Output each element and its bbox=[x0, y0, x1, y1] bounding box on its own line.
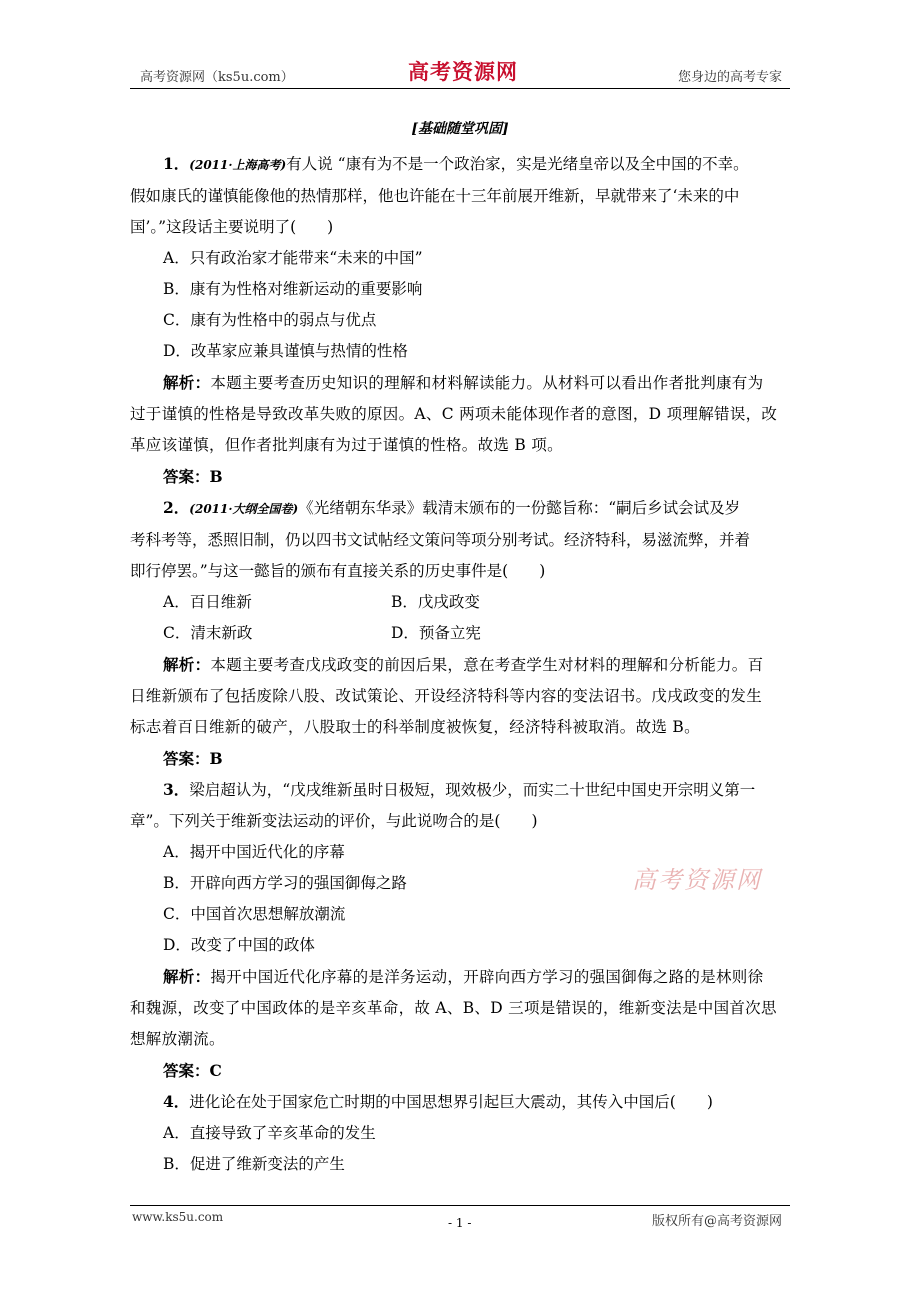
stem-line: 梁启超认为，“戊戌维新虽时日极短，现效极少，而实二十世纪中国史开宗明义第一 bbox=[189, 781, 756, 799]
analysis-label: 解析： bbox=[163, 967, 211, 986]
analysis-label: 解析： bbox=[163, 655, 211, 674]
option-b: B．康有为性格对维新运动的重要影响 bbox=[163, 280, 423, 298]
stem-line: 国’。”这段话主要说明了( ) bbox=[130, 218, 334, 236]
question-number: 1． bbox=[163, 154, 190, 173]
option-a: A．直接导致了辛亥革命的发生 bbox=[163, 1124, 376, 1142]
watermark: 高考资源网 bbox=[632, 866, 762, 894]
analysis-line: 过于谨慎的性格是导致改革失败的原因。A、C 两项未能体现作者的意图，D 项理解错误，改 bbox=[130, 405, 778, 423]
question-3-stem bbox=[130, 774, 792, 806]
stem-line: 章”。下列关于维新变法运动的评价，与此说吻合的是( ) bbox=[130, 812, 538, 830]
option-d: D．预备立宪 bbox=[391, 624, 481, 642]
answer: 答案：B bbox=[163, 467, 223, 486]
options-row bbox=[130, 618, 792, 649]
question-number: 4． bbox=[163, 1092, 190, 1111]
option-c: C．清末新政 bbox=[163, 624, 253, 642]
option-b: B．开辟向西方学习的强国御侮之路 bbox=[163, 874, 407, 892]
analysis-line: 和魏源，改变了中国政体的是辛亥革命，故 A、B、D 三项是错误的，维新变法是中国首次思 bbox=[130, 999, 777, 1017]
option-a: A．揭开中国近代化的序幕 bbox=[163, 843, 345, 861]
question-2-stem bbox=[130, 492, 792, 525]
analysis-line: 日维新颁布了包括废除八股、改试策论、开设经济特科等内容的变法诏书。戊戌政变的发生 bbox=[130, 687, 763, 705]
question-source: (2011·上海高考) bbox=[189, 158, 287, 172]
stem-line: 有人说 “康有为不是一个政治家，实是光绪皇帝以及全中国的不幸。 bbox=[286, 155, 749, 173]
option-d: D．改变了中国的政体 bbox=[163, 936, 315, 954]
analysis-line: 想解放潮流。 bbox=[130, 1030, 225, 1048]
option-d: D．改革家应兼具谨慎与热情的性格 bbox=[163, 342, 408, 360]
option-c: C．康有为性格中的弱点与优点 bbox=[163, 311, 377, 329]
header-slogan: 您身边的高考专家 bbox=[677, 70, 782, 85]
stem-line: 考科考等，悉照旧制，仍以四书文试帖经文策问等项分别考试。经济特科，易滋流弊，并着 bbox=[130, 531, 751, 549]
section-title: [基础随堂巩固] bbox=[411, 121, 509, 137]
option-c: C．中国首次思想解放潮流 bbox=[163, 905, 346, 923]
answer: 答案：C bbox=[163, 1061, 222, 1080]
analysis bbox=[130, 649, 792, 681]
stem-line: 假如康氏的谨慎能像他的热情那样，他也许能在十三年前展开维新，早就带来了‘未来的中 bbox=[130, 187, 740, 205]
page-header bbox=[130, 56, 790, 89]
header-site-name: 高考资源网（ks5u.com） bbox=[140, 70, 294, 85]
stem-line: 《光绪朝东华录》载清末颁布的一份懿旨称：“嗣后乡试会试及岁 bbox=[298, 499, 741, 517]
document-body bbox=[130, 148, 792, 1180]
analysis-line: 揭开中国近代化序幕的是洋务运动，开辟向西方学习的强国御侮之路的是林则徐 bbox=[210, 968, 764, 986]
header-logo: 高考资源网 bbox=[408, 59, 518, 84]
option-a: A．百日维新 bbox=[163, 593, 252, 611]
question-1-stem bbox=[130, 148, 792, 181]
analysis-line: 本题主要考查历史知识的理解和材料解读能力。从材料可以看出作者批判康有为 bbox=[210, 374, 764, 392]
answer: 答案：B bbox=[163, 749, 223, 768]
option-b: B．戊戌政变 bbox=[391, 593, 480, 611]
analysis-line: 标志着百日维新的破产，八股取士的科举制度被恢复，经济特科被取消。故选 B。 bbox=[130, 718, 700, 736]
options-row bbox=[130, 587, 792, 618]
question-number: 3． bbox=[163, 780, 190, 799]
option-a: A．只有政治家才能带来“未来的中国” bbox=[163, 249, 423, 267]
analysis-line: 本题主要考查戊戌政变的前因后果，意在考查学生对材料的理解和分析能力。百 bbox=[210, 656, 764, 674]
question-4-stem bbox=[130, 1086, 792, 1118]
question-source: (2011·大纲全国卷) bbox=[189, 502, 299, 516]
analysis-label: 解析： bbox=[163, 373, 211, 392]
option-b: B．促进了维新变法的产生 bbox=[163, 1155, 345, 1173]
footer-copyright: 版权所有@高考资源网 bbox=[651, 1214, 782, 1229]
question-number: 2． bbox=[163, 498, 190, 517]
footer-url: www.ks5u.com bbox=[132, 1210, 224, 1224]
stem-line: 进化论在处于国家危亡时期的中国思想界引起巨大震动，其传入中国后( ) bbox=[189, 1093, 713, 1111]
stem-line: 即行停罢。”与这一懿旨的颁布有直接关系的历史事件是( ) bbox=[130, 562, 546, 580]
analysis-line: 革应该谨慎，但作者批判康有为过于谨慎的性格。故选 B 项。 bbox=[130, 436, 563, 454]
analysis bbox=[130, 367, 792, 399]
page-footer bbox=[130, 1205, 790, 1236]
analysis bbox=[130, 961, 792, 993]
page-number: - 1 - bbox=[448, 1216, 472, 1230]
